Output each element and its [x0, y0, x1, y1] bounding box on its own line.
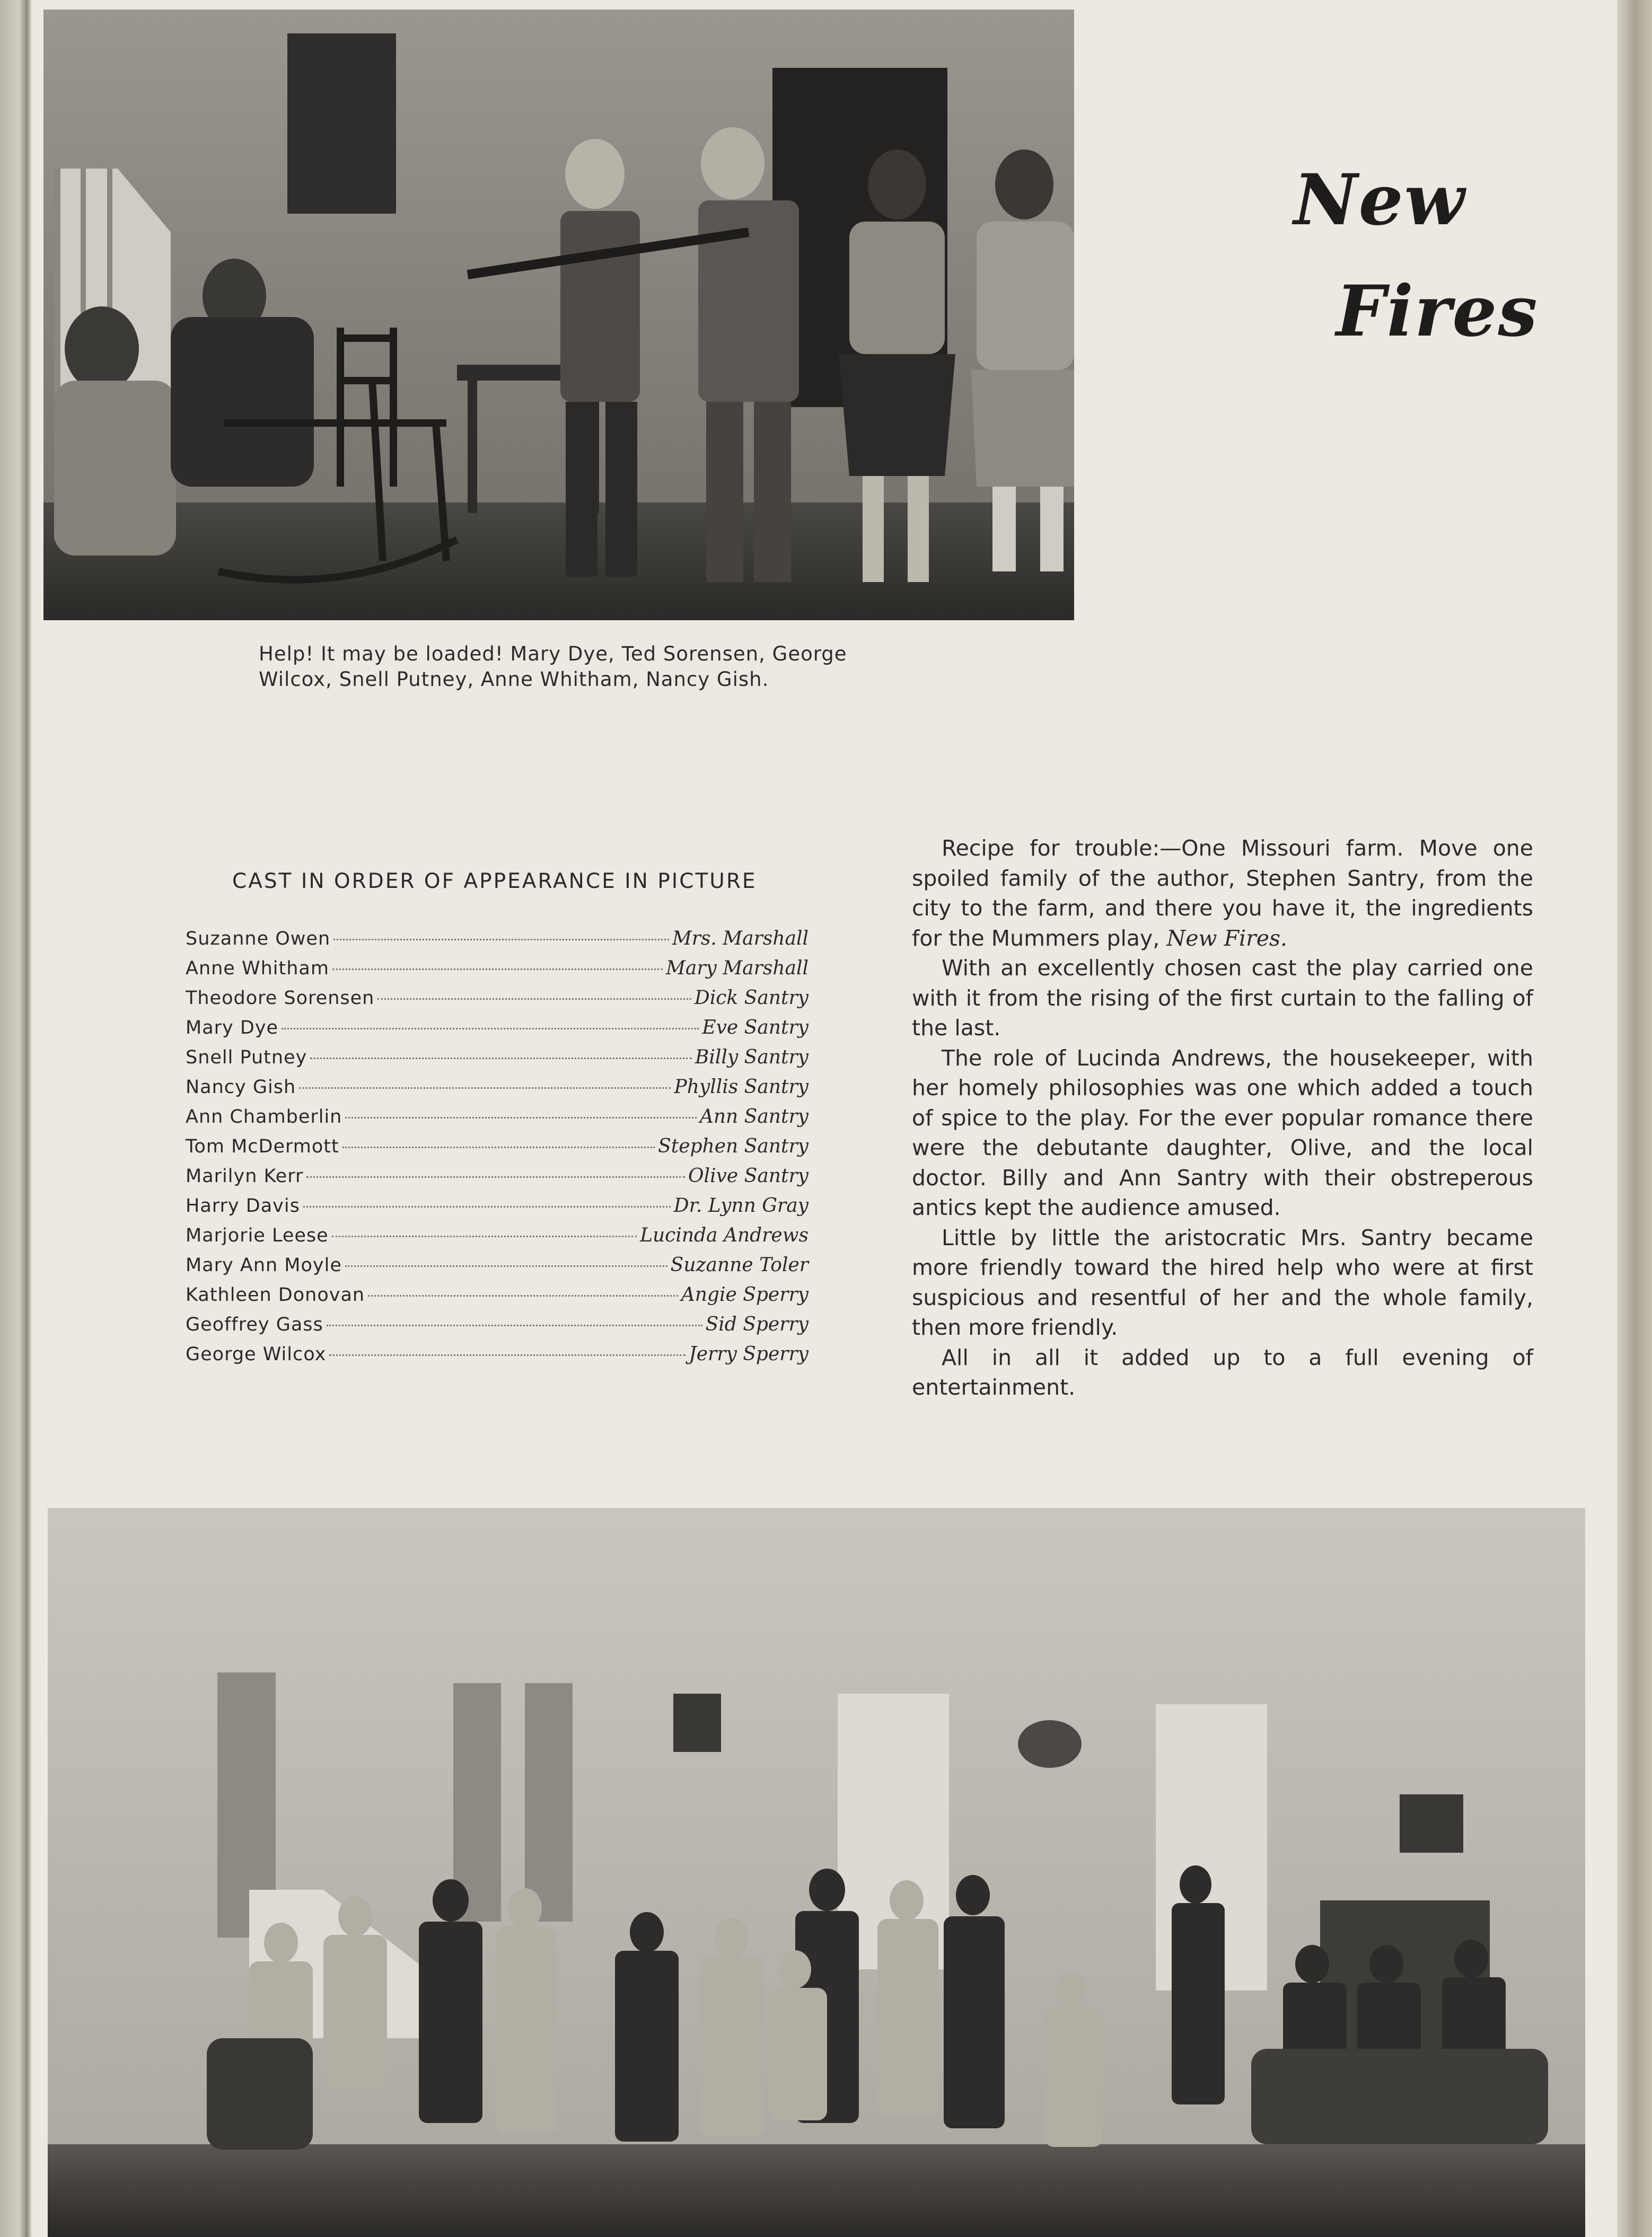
caption-line-1: Help! It may be loaded! Mary Dye, Ted Sorensen, George [259, 642, 847, 665]
cast-role-name: Lucinda Andrews [640, 1225, 809, 1246]
dot-leader [306, 1176, 685, 1178]
article-paragraph-1-text: Recipe for trouble:—One Missouri farm. Move one spoiled family of the author, Stephen Santry, from the city to the farm, and there you have it, the ingredients for the Mummers play, [912, 835, 1533, 951]
photo-caption [259, 641, 943, 692]
dot-leader [310, 1058, 692, 1059]
page-title-line-1: New [1294, 159, 1466, 241]
cast-role-name: Stephen Santry [658, 1135, 809, 1157]
cast-list [186, 928, 809, 1373]
dot-leader [377, 998, 691, 1000]
cast-role-name: Phyllis Santry [674, 1076, 809, 1098]
dot-leader [332, 1236, 637, 1237]
cast-group-photo [48, 1508, 1585, 2237]
dot-leader [329, 1354, 686, 1356]
cast-actor-name: Suzanne Owen [186, 928, 331, 949]
page-edge [1617, 0, 1652, 2237]
cast-row [186, 928, 809, 957]
cast-actor-name: Kathleen Donovan [186, 1284, 365, 1306]
cast-actor-name: George Wilcox [186, 1344, 327, 1365]
article-text [912, 833, 1533, 1403]
cast-actor-name: Marilyn Kerr [186, 1166, 304, 1187]
cast-actor-name: Mary Ann Moyle [186, 1255, 342, 1276]
cast-row [186, 1343, 809, 1373]
dot-leader [345, 1117, 696, 1118]
cast-row [186, 1106, 809, 1135]
cast-actor-name: Theodore Sorensen [186, 988, 375, 1009]
dot-leader [342, 1147, 655, 1148]
cast-actor-name: Ann Chamberlin [186, 1106, 342, 1128]
dot-leader [327, 1325, 702, 1326]
cast-row [186, 1284, 809, 1314]
cast-row [186, 987, 809, 1017]
cast-actor-name: Nancy Gish [186, 1077, 296, 1098]
cast-role-name: Angie Sperry [681, 1284, 809, 1306]
play-title-italic: New Fires. [1166, 925, 1288, 951]
cast-row [186, 1076, 809, 1106]
top-stage-photo [43, 10, 1074, 620]
caption-line-2: Wilcox, Snell Putney, Anne Whitham, Nancy Gish. [259, 668, 769, 691]
dot-leader [345, 1265, 667, 1267]
cast-row [186, 1046, 809, 1076]
article-paragraph: With an excellently chosen cast the play carried one with it from the rising of the first curtain to the falling of the last. [912, 955, 1533, 1041]
cast-role-name: Dick Santry [694, 987, 809, 1009]
cast-row [186, 1195, 809, 1225]
dot-leader [368, 1295, 678, 1297]
cast-actor-name: Harry Davis [186, 1195, 300, 1217]
cast-row [186, 1017, 809, 1046]
cast-role-name: Dr. Lynn Gray [673, 1195, 809, 1217]
cast-actor-name: Tom McDermott [186, 1136, 339, 1157]
dot-leader [282, 1028, 699, 1029]
cast-actor-name: Anne Whitham [186, 958, 329, 979]
page-binding [0, 0, 32, 2237]
dot-leader [332, 968, 663, 970]
cast-role-name: Sid Sperry [705, 1314, 809, 1335]
cast-row [186, 1225, 809, 1254]
article-paragraph: Little by little the aristocratic Mrs. Santry became more friendly toward the hired help who were at first suspicious and resentful of her and the whole family, then more friendly. [912, 1225, 1533, 1340]
cast-row [186, 1165, 809, 1195]
cast-role-name: Billy Santry [695, 1046, 809, 1068]
cast-role-name: Olive Santry [688, 1165, 809, 1187]
article-paragraph: The role of Lucinda Andrews, the housekeeper, with her homely philosophies was one which added a touch of spice to the play. For the ever popular romance there were the debutante daughter, Olive, and the local doctor. Billy and Ann Santry with their obstreperous antics kept the audience amused. [912, 1045, 1533, 1220]
cast-row [186, 1254, 809, 1284]
dot-leader [333, 939, 669, 940]
cast-row [186, 957, 809, 987]
cast-row [186, 1314, 809, 1343]
article-paragraph: All in all it added up to a full evening of entertainment. [912, 1344, 1533, 1400]
article-paragraph [912, 833, 1533, 953]
cast-row [186, 1135, 809, 1165]
cast-heading: CAST IN ORDER OF APPEARANCE IN PICTURE [232, 869, 757, 893]
cast-actor-name: Marjorie Leese [186, 1225, 329, 1246]
cast-role-name: Mrs. Marshall [672, 928, 809, 949]
dot-leader [299, 1087, 671, 1089]
dot-leader [303, 1206, 671, 1208]
cast-role-name: Mary Marshall [666, 957, 809, 979]
page-title-line-2: Fires [1336, 270, 1539, 353]
cast-actor-name: Geoffrey Gass [186, 1314, 323, 1335]
cast-role-name: Ann Santry [699, 1106, 809, 1128]
cast-role-name: Jerry Sperry [689, 1343, 809, 1365]
cast-role-name: Eve Santry [702, 1017, 809, 1038]
cast-actor-name: Snell Putney [186, 1047, 307, 1068]
cast-role-name: Suzanne Toler [670, 1254, 809, 1276]
cast-actor-name: Mary Dye [186, 1017, 279, 1038]
